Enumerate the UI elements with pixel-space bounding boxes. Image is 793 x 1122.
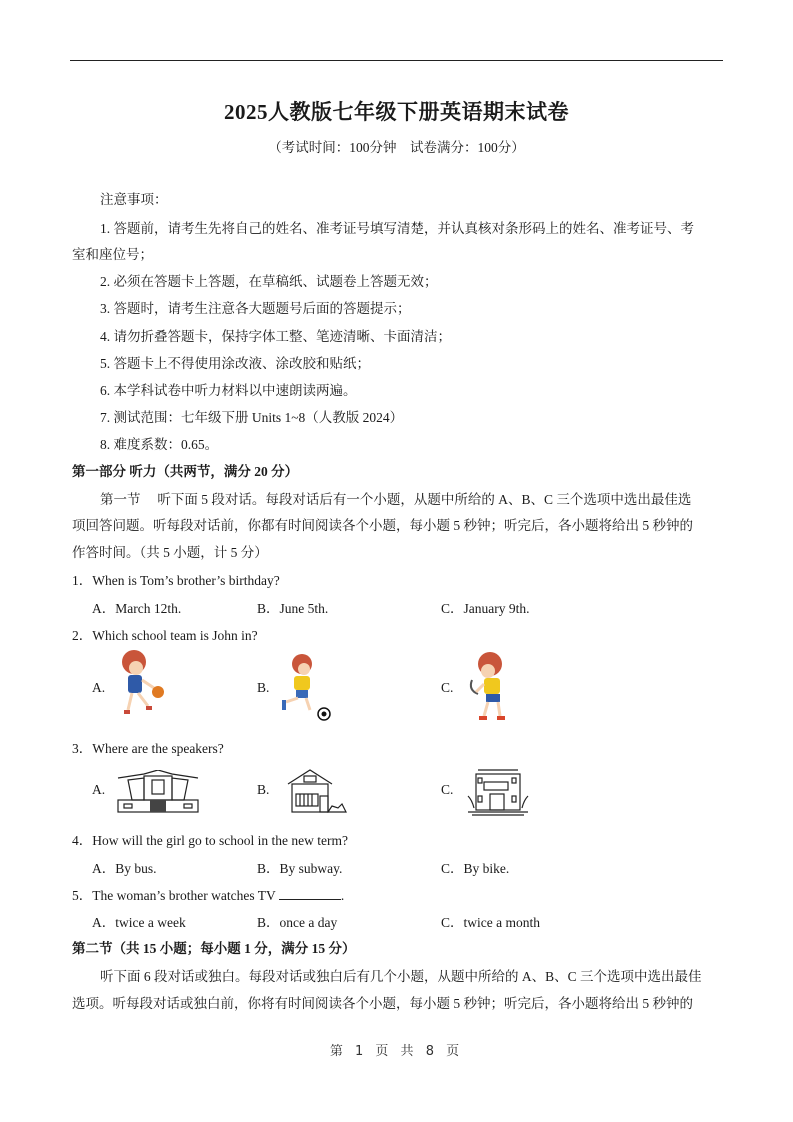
- section1-intro: 项回答问题。听每段对话前，你都有时间阅读各个小题，每小题 5 秒钟；听完后，各小题将给出 5 秒钟的: [72, 518, 693, 533]
- option-a: A．By bus.: [92, 861, 157, 876]
- note-item: 室和座位号；: [72, 247, 153, 262]
- art-hall-building-image: [116, 770, 200, 814]
- page-title: 2025人教版七年级下册英语期末试卷: [224, 100, 569, 124]
- note-item: 4. 请勿折叠答题卡，保持字体工整、笔迹清晰、卡面清洁；: [100, 329, 451, 344]
- question-stem: 3．Where are the speakers?: [72, 741, 224, 756]
- note-item: 8. 难度系数：0.65。: [100, 437, 219, 452]
- option-a: A．twice a week: [92, 915, 186, 930]
- boy-basketball-image: [112, 648, 172, 720]
- option-c: C.: [441, 680, 454, 695]
- note-item: 7. 测试范围：七年级下册 Units 1~8（人教版 2024）: [100, 410, 404, 425]
- boy-soccer-image: [276, 652, 336, 722]
- question-stem: 2．Which school team is John in?: [72, 628, 258, 643]
- note-item: 2. 必须在答题卡上答题，在草稿纸、试题卷上答题无效；: [100, 274, 438, 289]
- notes-heading: 注意事项：: [100, 192, 168, 207]
- option-b: B．June 5th.: [257, 601, 329, 616]
- option-c: C．By bike.: [441, 861, 510, 876]
- section1-intro: 第一节 听下面 5 段对话。每段对话后有一个小题，从题中所给的 A、B、C 三个选项中选出最佳选: [100, 492, 692, 507]
- option-c: C.: [441, 782, 454, 797]
- shop-building-image: [280, 768, 350, 814]
- section2-intro: 选项。听每段对话或独白前，你将有时间阅读各个小题，每小题 5 秒钟；听完后，各小题将给出 5 秒钟的: [72, 996, 693, 1011]
- note-item: 3. 答题时，请考生注意各大题题号后面的答题提示；: [100, 301, 411, 316]
- note-item: 6. 本学科试卷中听力材料以中速朗读两遍。: [100, 383, 357, 398]
- option-b: B．By subway.: [257, 861, 343, 876]
- option-b: B.: [257, 782, 270, 797]
- option-b: B.: [257, 680, 270, 695]
- question-stem: 4．How will the girl go to school in the new term?: [72, 833, 348, 848]
- exam-info: （考试时间：100分钟 试卷满分：100分）: [268, 140, 525, 155]
- question-stem-text: 5．The woman’s brother watches TV: [72, 888, 279, 903]
- option-c: C．twice a month: [441, 915, 540, 930]
- part1-heading: 第一部分 听力（共两节，满分 20 分）: [72, 464, 299, 479]
- question-stem: 1．When is Tom’s brother’s birthday?: [72, 573, 280, 588]
- boy-hockey-image: [466, 650, 516, 722]
- answer-blank: [279, 887, 341, 900]
- section2-heading: 第二节（共 15 小题；每小题 1 分，满分 15 分）: [72, 941, 356, 956]
- page-number: 第 1 页 共 8 页: [329, 1044, 464, 1059]
- header-rule: [70, 60, 723, 61]
- section1-intro: 作答时间。（共 5 小题，计 5 分）: [72, 545, 268, 560]
- option-a: A.: [92, 680, 106, 695]
- question-stem-end: .: [340, 888, 345, 903]
- option-c: C．January 9th.: [441, 601, 530, 616]
- section2-intro: 听下面 6 段对话或独白。每段对话或独白后有几个小题，从题中所给的 A、B、C 三个选项中选出最佳: [100, 969, 702, 984]
- note-item: 1. 答题前，请考生先将自己的姓名、准考证号填写清楚，并认真核对条形码上的姓名、准考证号、考: [100, 221, 694, 236]
- option-a: A．March 12th.: [92, 601, 182, 616]
- option-a: A.: [92, 782, 106, 797]
- question-stem: [72, 884, 344, 904]
- library-building-image: [466, 768, 530, 816]
- note-item: 5. 答题卡上不得使用涂改液、涂改胶和贴纸；: [100, 356, 370, 371]
- option-b: B．once a day: [257, 915, 338, 930]
